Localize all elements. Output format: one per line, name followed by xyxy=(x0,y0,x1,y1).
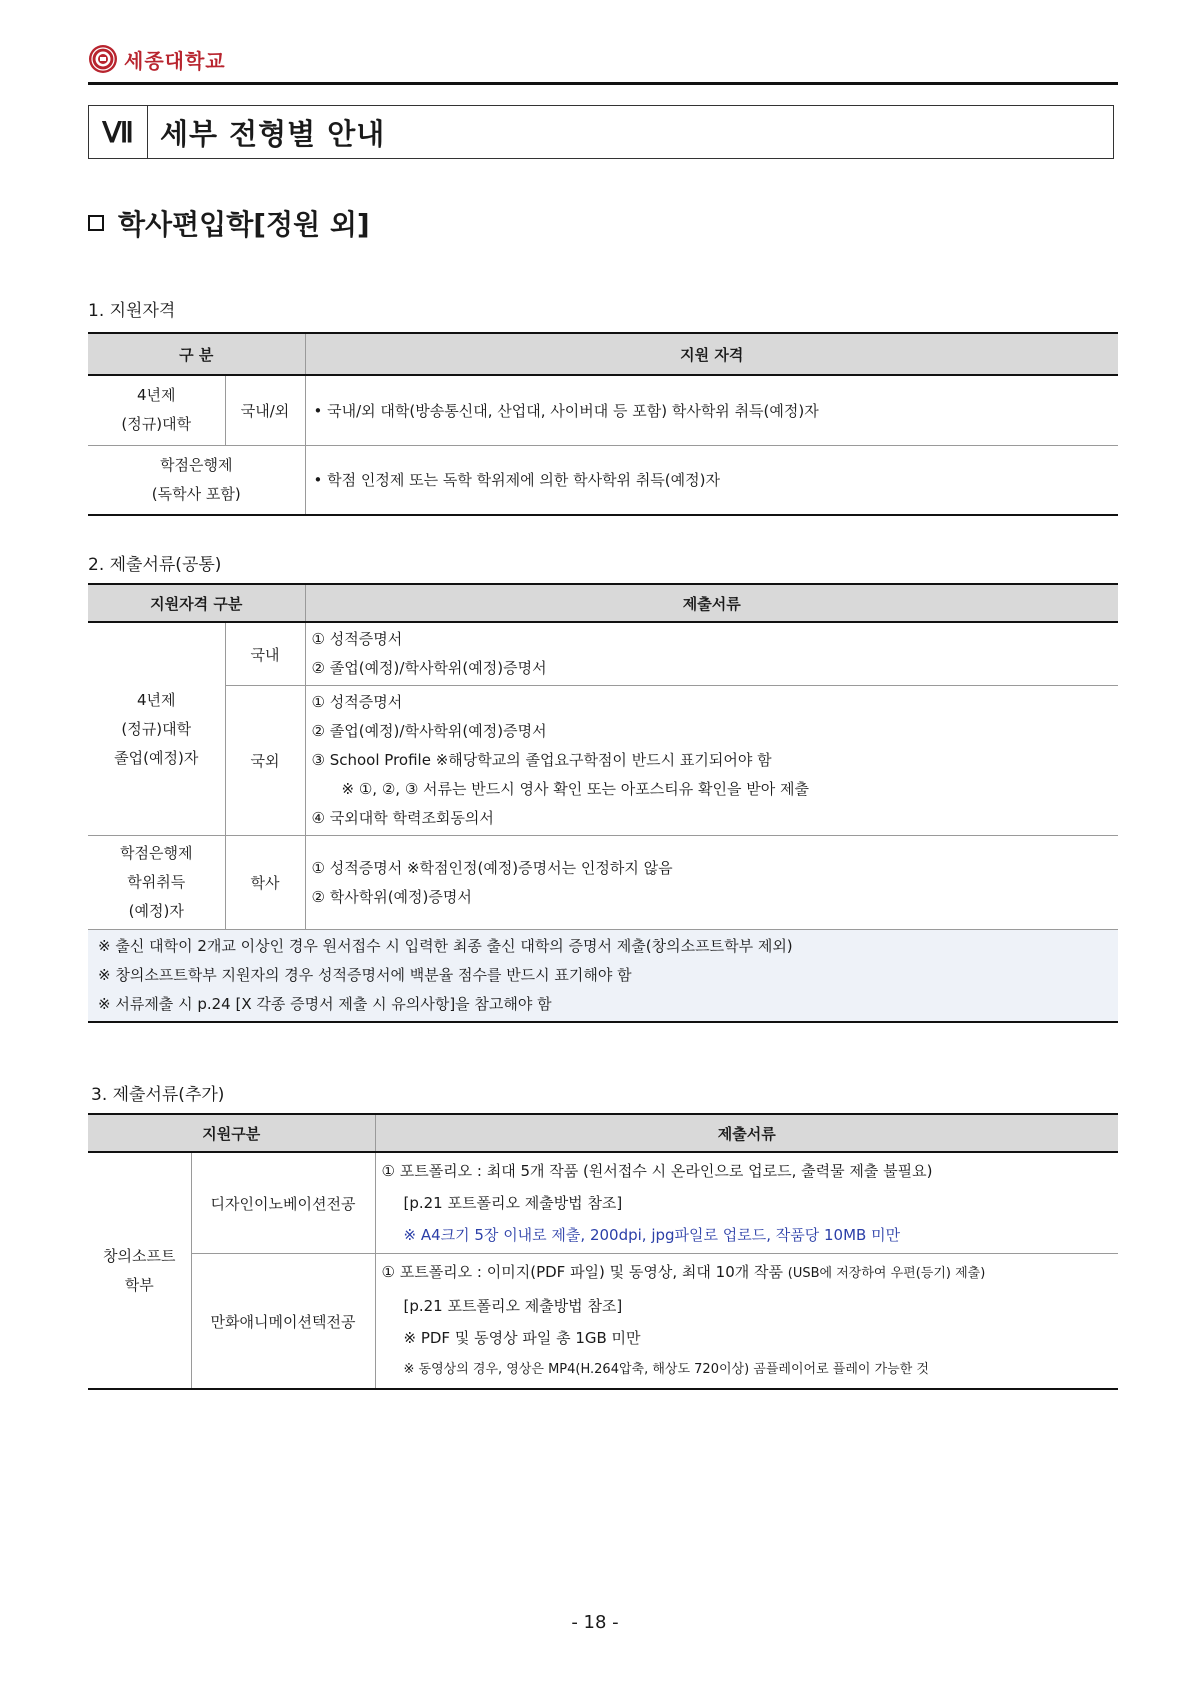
table-cell xyxy=(88,1152,191,1389)
table-row xyxy=(88,445,1118,515)
table-cell xyxy=(375,1152,1118,1254)
table-row xyxy=(88,1254,1118,1390)
cell-text: 창의소프트 xyxy=(103,1246,176,1265)
cell-text: 4년제 xyxy=(136,386,176,405)
list-item: ① 성적증명서 xyxy=(311,630,403,648)
header-rule xyxy=(88,82,1118,85)
table-cell: • 학점 인정제 또는 독학 학위제에 의한 학사학위 취득(예정)자 xyxy=(305,445,1118,515)
cell-text: 학부 xyxy=(124,1275,154,1294)
list-item: ② 학사학위(예정)증명서 xyxy=(311,887,472,906)
list-item: ※ A4크기 5장 이내로 제출, 200dpi, jpg파일로 업로드, 작품당 10MB 미만 xyxy=(403,1226,901,1244)
note-item: ※ 서류제출 시 p.24 [X 각종 증명서 제출 시 유의사항]을 참고해야 함 xyxy=(98,995,552,1013)
table-cell xyxy=(305,836,1118,930)
notes-cell xyxy=(88,930,1118,1023)
column-header: 제출서류 xyxy=(305,584,1118,622)
table-row xyxy=(88,622,1118,686)
eligibility-table xyxy=(88,332,1118,516)
table-cell xyxy=(375,1254,1118,1390)
list-item xyxy=(382,1256,1113,1290)
table-row xyxy=(88,1152,1118,1254)
chapter-title: 세부 전형별 안내 xyxy=(160,116,386,151)
list-item: ② 졸업(예정)/학사학위(예정)증명서 xyxy=(311,722,547,740)
cell-text: (독학사 포함) xyxy=(151,484,241,503)
section-title-text: 학사편입학[정원 외] xyxy=(118,208,370,241)
table-header-row xyxy=(88,584,1118,622)
table-cell xyxy=(305,686,1118,836)
list-item: ① 성적증명서 xyxy=(311,693,403,711)
column-header: 지원구분 xyxy=(88,1114,375,1152)
cell-text: 학점은행제 xyxy=(120,844,193,862)
note-item: ※ 창의소프트학부 지원자의 경우 성적증명서에 백분율 점수를 반드시 표기해야 함 xyxy=(98,966,632,984)
list-item: ② 졸업(예정)/학사학위(예정)증명서 xyxy=(311,659,547,677)
table-header-row xyxy=(88,333,1118,375)
column-header: 지원 자격 xyxy=(305,333,1118,375)
cell-text: (예정)자 xyxy=(128,902,184,920)
list-item: [p.21 포트폴리오 제출방법 참조] xyxy=(403,1297,623,1315)
logo-text: 세종대학교 xyxy=(124,48,226,73)
cell-text: (정규)대학 xyxy=(121,719,192,738)
list-item-text: ① 포트폴리오 : 이미지(PDF 파일) 및 동영상, 최대 10개 작품 xyxy=(381,1263,784,1281)
table-cell: 국내/외 xyxy=(225,375,305,445)
table-header-row xyxy=(88,1114,1118,1152)
list-item: [p.21 포트폴리오 제출방법 참조] xyxy=(403,1194,623,1212)
table-cell: 만화애니메이션텍전공 xyxy=(191,1254,375,1390)
list-item: ④ 국외대학 학력조회동의서 xyxy=(311,809,494,827)
table-row xyxy=(88,375,1118,445)
table-cell xyxy=(88,622,225,836)
table-cell xyxy=(305,622,1118,686)
table-row xyxy=(88,686,1118,836)
table-cell: 디자인이노베이션전공 xyxy=(191,1152,375,1254)
university-logo xyxy=(88,44,226,74)
cell-text: 4년제 xyxy=(136,690,176,709)
column-header: 제출서류 xyxy=(375,1114,1118,1152)
table-cell: 학사 xyxy=(225,836,305,930)
list-item: ※ ①, ②, ③ 서류는 반드시 영사 확인 또는 아포스티유 확인을 받아 제출 xyxy=(341,780,809,798)
table-cell xyxy=(88,375,225,445)
table-cell xyxy=(88,836,225,930)
additional-documents-table xyxy=(88,1113,1118,1390)
notes-row xyxy=(88,930,1118,1023)
list-item: ① 포트폴리오 : 최대 5개 작품 (원서접수 시 온라인으로 업로드, 출력물 제출 불필요) xyxy=(381,1162,933,1180)
column-header: 지원자격 구분 xyxy=(88,584,305,622)
list-item: ③ School Profile ※해당학교의 졸업요구학점이 반드시 표기되어야 함 xyxy=(311,751,772,769)
common-documents-table xyxy=(88,583,1118,1023)
list-item: ※ 동영상의 경우, 영상은 MP4(H.264압축, 해상도 720이상) 곰플레이어로 플레이 가능한 것 xyxy=(403,1362,929,1377)
note-item: ※ 출신 대학이 2개교 이상인 경우 원서접수 시 입력한 최종 출신 대학의 증명서 제출(창의소프트학부 제외) xyxy=(98,937,793,955)
table-cell: • 국내/외 대학(방송통신대, 산업대, 사이버대 등 포함) 학사학위 취득(예정)자 xyxy=(305,375,1118,445)
common-documents-heading: 2. 제출서류(공통) xyxy=(88,555,222,575)
list-item-note: (USB에 저장하여 우편(등기) 제출) xyxy=(787,1266,986,1281)
chapter-number: Ⅶ xyxy=(89,106,148,158)
section-title xyxy=(88,203,370,243)
page-number: - 18 - xyxy=(571,1612,619,1633)
university-emblem-icon xyxy=(88,44,118,74)
list-item: ※ PDF 및 동영상 파일 총 1GB 미만 xyxy=(403,1329,641,1347)
eligibility-heading: 1. 지원자격 xyxy=(88,301,176,321)
checkbox-square-icon xyxy=(88,215,104,231)
cell-text: 졸업(예정)자 xyxy=(114,748,199,767)
table-cell: 국내 xyxy=(225,622,305,686)
column-header: 구 분 xyxy=(88,333,305,375)
table-row xyxy=(88,836,1118,930)
cell-text: 학점은행제 xyxy=(160,455,233,474)
table-cell xyxy=(88,445,305,515)
table-cell: 국외 xyxy=(225,686,305,836)
additional-documents-heading: 3. 제출서류(추가) xyxy=(91,1085,225,1105)
list-item: ① 성적증명서 ※학점인정(예정)증명서는 인정하지 않음 xyxy=(311,858,673,877)
cell-text: 학위취득 xyxy=(127,873,186,891)
chapter-heading xyxy=(88,105,1114,159)
cell-text: (정규)대학 xyxy=(121,415,192,434)
